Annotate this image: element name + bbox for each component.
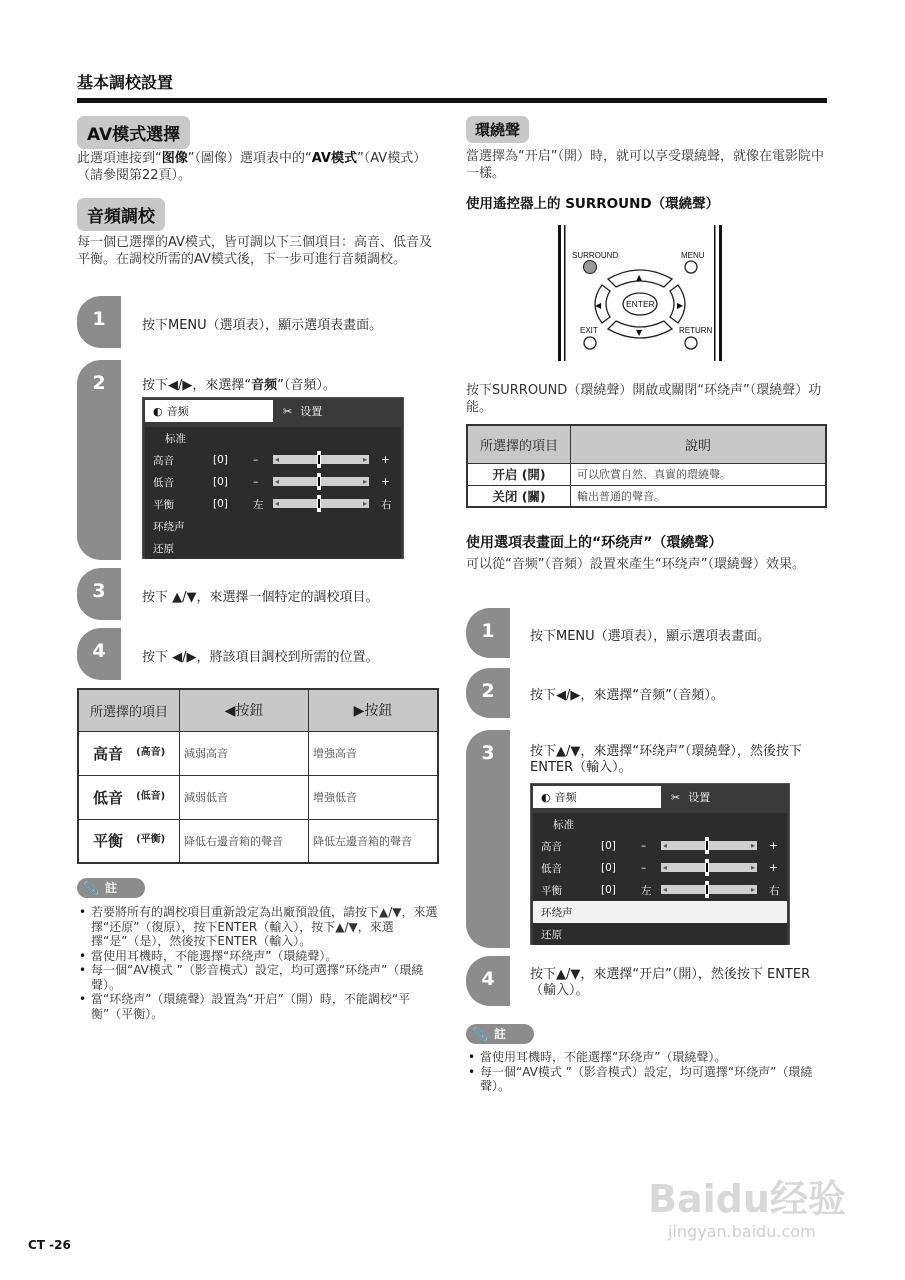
right-step-4-tab: 4	[466, 956, 510, 1006]
surround-text: 當選擇為“开启”（開）時，就可以享受環繞聲，就像在電影院中一樣。	[466, 149, 824, 181]
enter-button-label: ENTER	[626, 299, 655, 309]
menu-button-label: MENU	[681, 251, 705, 260]
surround-menu-subheading: 使用選項表畫面上的“环绕声”（環繞聲）	[466, 535, 723, 551]
svg-text:▼: ▼	[636, 328, 643, 337]
surround-remote-desc: 按下SURROUND（環繞聲）開啟或關閉“环绕声”（環繞聲）功能。	[466, 383, 822, 415]
tools-icon: ✂	[671, 790, 681, 804]
list-item: • 若要將所有的調校項目重新設定為出廠預設值，請按下▲/▼，來選擇“还原”（復原），按下ENTER（輸入），按下▲/▼，來選擇“是”（是），然後按下ENTER（輸入）。	[77, 905, 439, 949]
treble-slider[interactable]: ◂ ▸	[661, 841, 757, 850]
left-step-3-tab: 3	[77, 568, 121, 620]
osd-tab-setup[interactable]: ✂ 设置	[283, 404, 323, 418]
list-item: • 每一個“AV模式 ”（影音模式）設定，均可選擇“环绕声”（環繞聲）。	[466, 1065, 827, 1094]
osd-row-balance[interactable]: 平衡 [0] 左 ◂ ▸ 右	[145, 493, 401, 515]
table-header-item: 所選擇的項目	[78, 689, 180, 731]
left-step-1-text: 按下MENU（選項表），顯示選項表畫面。	[142, 318, 383, 333]
osd-row-standard[interactable]: 标准	[165, 432, 186, 445]
paperclip-icon: 📎	[83, 882, 100, 897]
left-step-4-tab: 4	[77, 628, 121, 680]
list-item: • 當“环绕声”（環繞聲）設置為“开启”（開）時，不能調校“平衡”（平衡）。	[77, 992, 439, 1021]
tools-icon: ✂	[283, 404, 293, 418]
exit-button-label: EXIT	[580, 326, 598, 335]
left-notes-list	[77, 905, 439, 1021]
osd-row-surround[interactable]: 环绕声	[153, 520, 185, 533]
right-step-2-tab: 2	[466, 668, 510, 718]
left-step-1-tab: 1	[77, 296, 121, 348]
svg-text:◀: ◀	[595, 301, 602, 310]
osd-row-reset[interactable]: 还原	[153, 542, 174, 555]
speaker-icon: ◐	[153, 404, 163, 418]
right-step-2-text: 按下◀/▶，來選擇“音频”（音頻）。	[530, 688, 724, 703]
remote-control-diagram	[550, 225, 730, 361]
surround-button	[584, 261, 597, 274]
av-mode-text: 此選項連接到“图像”（圖像）選項表中的“AV模式”（AV模式）（請參閱第22頁）。	[77, 151, 427, 183]
baidu-watermark: Baidu经验	[648, 1177, 846, 1221]
menu-button	[685, 261, 697, 273]
osd-row-bass[interactable]: 低音 [0] – ◂ ▸ +	[533, 857, 787, 879]
svg-text:▶: ▶	[677, 301, 684, 310]
osd-row-treble[interactable]: 高音 [0] – ◂ ▸ +	[533, 835, 787, 857]
audio-adjust-table	[77, 688, 439, 864]
bass-slider[interactable]: ◂ ▸	[661, 863, 757, 872]
balance-slider[interactable]: ◂ ▸	[661, 885, 757, 894]
table-row: 高音 $^{(高音)}$ 減弱高音 增強高音	[78, 731, 438, 775]
right-step-3-text: 按下▲/▼，來選擇“环绕声”（環繞聲），然後按下ENTER（輸入）。	[530, 744, 802, 775]
audio-menu-screen	[142, 397, 404, 559]
osd-row-standard[interactable]: 标准	[553, 818, 574, 831]
left-step-4-text: 按下 ◀/▶，將該項目調校到所需的位置。	[142, 650, 379, 665]
av-mode-heading: AV模式選擇	[77, 116, 190, 149]
page-header-title: 基本調校設置	[77, 73, 174, 92]
osd-row-reset[interactable]: 还原	[541, 928, 562, 941]
table-row: 开启 (開) 可以欣賞自然、真實的環繞聲。	[467, 463, 826, 485]
audio-adjust-intro: 每一個已選擇的AV模式，皆可調以下三個項目：高音、低音及平衡。在調校所需的AV模式後，下一步可進行音頻調校。	[77, 235, 432, 267]
surround-menu-text: 可以從“音频”（音頻）設置來產生“环绕声”（環繞聲）效果。	[466, 557, 805, 572]
table-row: 关闭 (關) 輸出普通的聲音。	[467, 485, 826, 507]
surround-table	[466, 424, 827, 508]
exit-button	[584, 337, 596, 349]
right-note-badge: 📎 註	[466, 1024, 534, 1044]
osd-tab-audio[interactable]: ◐ 音频	[533, 786, 661, 808]
right-notes-list	[466, 1050, 827, 1094]
paperclip-icon: 📎	[472, 1028, 489, 1043]
treble-slider[interactable]: ◂ ▸	[273, 455, 369, 464]
right-step-1-text: 按下MENU（選項表），顯示選項表畫面。	[530, 629, 771, 644]
table-header-right-btn: ▶按鈕	[309, 689, 439, 731]
return-button-label: RETURN	[679, 326, 713, 335]
osd-row-balance[interactable]: 平衡 [0] 左 ◂ ▸ 右	[533, 879, 787, 901]
osd-row-surround[interactable]: 环绕声	[533, 901, 787, 923]
osd-row-treble[interactable]: 高音 [0] – ◂ ▸ +	[145, 449, 401, 471]
osd-tab-audio[interactable]: ◐ 音频	[145, 400, 273, 422]
list-item: • 每一個“AV模式 ”（影音模式）設定，均可選擇“环绕声”（環繞聲）。	[77, 963, 439, 992]
surround-menu-screen	[530, 783, 790, 945]
page-number: CT -26	[28, 1238, 71, 1252]
table-header-left-btn: ◀按鈕	[180, 689, 309, 731]
bass-slider[interactable]: ◂ ▸	[273, 477, 369, 486]
left-step-2-text: 按下◀/▶，來選擇“音频”（音頻）。	[142, 378, 336, 393]
surround-heading: 環繞聲	[466, 116, 529, 143]
baidu-watermark-url: jingyan.baidu.com	[668, 1222, 816, 1241]
left-step-2-tab: 2	[77, 360, 121, 560]
osd-tab-setup[interactable]: ✂ 设置	[671, 790, 711, 804]
surround-table-header-item: 所選擇的項目	[467, 425, 571, 463]
list-item: • 當使用耳機時，不能選擇“环绕声”（環繞聲）。	[77, 949, 439, 964]
left-step-3-text: 按下 ▲/▼，來選擇一個特定的調校項目。	[142, 590, 379, 605]
speaker-icon: ◐	[541, 790, 551, 804]
right-step-1-tab: 1	[466, 608, 510, 658]
header-rule	[77, 98, 827, 103]
list-item: • 當使用耳機時，不能選擇“环绕声”（環繞聲）。	[466, 1050, 827, 1065]
right-step-3-tab: 3	[466, 730, 510, 948]
balance-slider[interactable]: ◂ ▸	[273, 499, 369, 508]
osd-row-bass[interactable]: 低音 [0] – ◂ ▸ +	[145, 471, 401, 493]
left-note-badge: 📎 註	[77, 878, 145, 898]
table-row: 低音 $^{(低音)}$ 減弱低音 增強低音	[78, 775, 438, 819]
return-button	[685, 337, 697, 349]
surround-button-label: SURROUND	[572, 251, 619, 260]
table-row: 平衡 $^{(平衡)}$ 降低右邊音箱的聲音 降低左邊音箱的聲音	[78, 819, 438, 863]
svg-text:▲: ▲	[636, 273, 643, 282]
surround-table-header-desc: 說明	[571, 425, 827, 463]
right-step-4-text: 按下▲/▼，來選擇“开启”（開），然後按下 ENTER（輸入）。	[530, 967, 811, 998]
surround-remote-subheading: 使用遙控器上的 SURROUND（環繞聲）	[466, 196, 720, 212]
audio-adjust-heading: 音頻調校	[77, 198, 165, 231]
